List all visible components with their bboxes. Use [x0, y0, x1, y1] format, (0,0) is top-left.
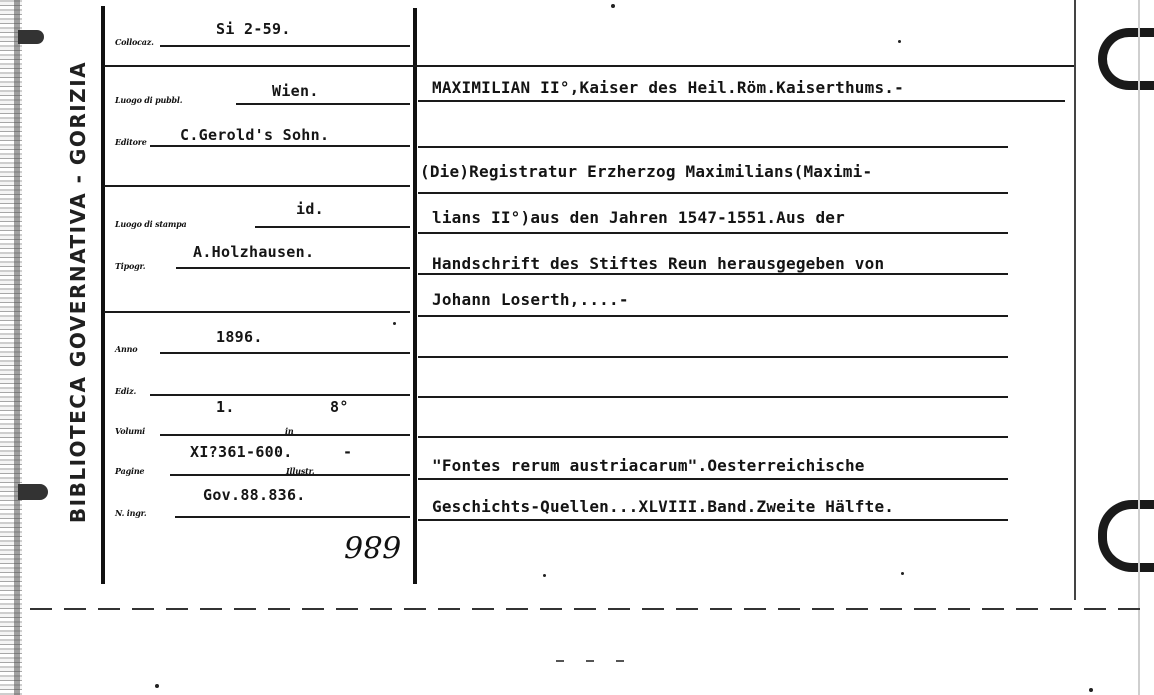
label-luogo-pubbl: Luogo di pubbl. [115, 95, 183, 105]
scan-speck [1089, 688, 1093, 692]
value-formato: 8° [330, 398, 349, 416]
rule [104, 65, 1074, 67]
rule [104, 311, 410, 313]
rule [150, 394, 410, 396]
label-ingresso: N. ingr. [115, 508, 147, 518]
rule [104, 185, 410, 187]
rule [236, 103, 410, 105]
label-illustr: Illustr. [286, 466, 315, 476]
value-tipografo: A.Holzhausen. [193, 243, 315, 261]
rule [418, 315, 1008, 317]
label-editore: Editore [115, 137, 147, 147]
rule [418, 192, 1008, 194]
label-pagine: Pagine [115, 466, 145, 476]
entry-line: Handschrift des Stiftes Reun herausgegeben von [432, 254, 885, 273]
rule [418, 519, 1008, 521]
value-volumi: 1. [216, 398, 235, 416]
rule [418, 436, 1008, 438]
label-anno: Anno [115, 344, 138, 354]
rule [176, 267, 410, 269]
label-volumi: Volumi [115, 426, 145, 436]
rule [418, 273, 1008, 275]
scan-speck [898, 40, 901, 43]
entry-line: MAXIMILIAN II°,Kaiser des Heil.Röm.Kaiserthums.- [432, 78, 904, 97]
card-left-rule [101, 6, 105, 584]
value-pagine: XI?361-600. [190, 443, 293, 461]
library-side-label: BIBLIOTECA GOVERNATIVA - GORIZIA [66, 60, 90, 524]
scan-speck [155, 684, 159, 688]
next-card-mark [1098, 28, 1154, 90]
rule [418, 232, 1008, 234]
label-collocazione: Collocaz. [115, 37, 154, 47]
rule [150, 145, 410, 147]
scan-speck [393, 322, 396, 325]
rule [418, 356, 1008, 358]
card-hole-mark [18, 484, 48, 500]
label-luogo-stampa: Luogo di stampa [115, 219, 187, 229]
rule [160, 45, 410, 47]
scan-edge-left-dark [14, 0, 20, 695]
card-hole-mark [18, 30, 44, 44]
label-edizione: Ediz. [115, 386, 137, 396]
next-card-mark [1098, 500, 1154, 572]
entry-line: Geschichts-Quellen...XLVIII.Band.Zweite Hälfte. [432, 497, 895, 516]
value-collocazione: Si 2-59. [216, 20, 291, 38]
label-tipografo: Tipogr. [115, 261, 146, 271]
rule [418, 146, 1008, 148]
label-volumi-in: in [285, 426, 294, 436]
card-center-rule [413, 8, 417, 584]
rule [175, 516, 410, 518]
handwritten-number: 686 [344, 528, 402, 563]
scan-speck [543, 574, 546, 577]
value-luogo-pubbl: Wien. [272, 82, 319, 100]
rule [255, 226, 410, 228]
rule [418, 478, 1008, 480]
scan-speck [611, 4, 615, 8]
entry-line: Johann Loserth,....- [432, 290, 629, 309]
value-luogo-stampa: id. [296, 200, 324, 218]
card-bottom-edge [30, 608, 1150, 610]
value-editore: C.Gerold's Sohn. [180, 126, 330, 144]
scan-speck [556, 660, 646, 662]
value-anno: 1896. [216, 328, 263, 346]
card-right-edge [1074, 0, 1076, 600]
entry-line: "Fontes rerum austriacarum".Oesterreichische [432, 456, 865, 475]
value-ingresso: Gov.88.836. [203, 486, 306, 504]
value-pagine-extra: - [343, 443, 353, 461]
rule [418, 396, 1008, 398]
entry-line: (Die)Registratur Erzherzog Maximilians(Maximi- [420, 162, 873, 181]
scan-speck [901, 572, 904, 575]
rule [160, 352, 410, 354]
entry-line: lians II°)aus den Jahren 1547-1551.Aus der [432, 208, 845, 227]
next-card-edge [1138, 0, 1140, 695]
rule [418, 100, 1065, 102]
